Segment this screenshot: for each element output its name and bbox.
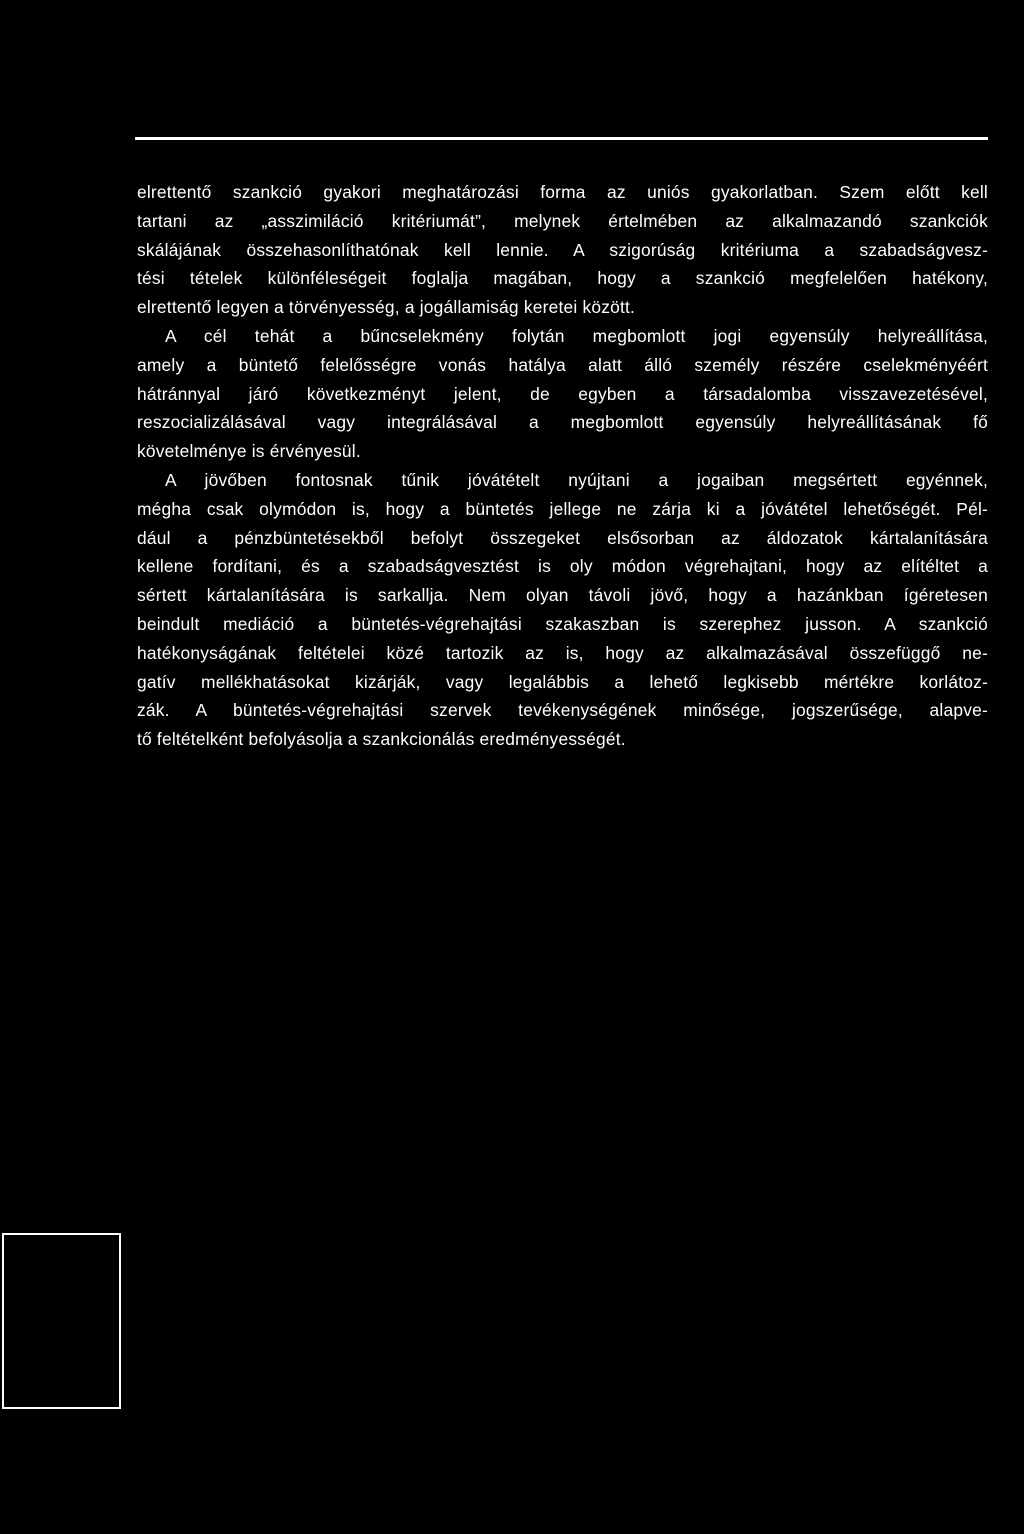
paragraph-2 bbox=[137, 322, 988, 466]
text-line: tartani az „asszimiláció kritériumát”, melynek értelmében az alkalmazandó szankciók bbox=[137, 210, 988, 231]
text-line: kellene fordítani, és a szabadságvesztést is oly módon végrehajtani, hogy az elítéltet a bbox=[137, 556, 988, 577]
text-line: követelménye is érvényesül. bbox=[137, 441, 361, 462]
text-line: sértett kártalanítására is sarkallja. Nem olyan távoli jövő, hogy a hazánkban ígéretesen bbox=[137, 585, 988, 606]
text-line: tő feltételként befolyásolja a szankcionálás eredményességét. bbox=[137, 729, 626, 750]
text-line: elrettentő szankció gyakori meghatározási forma az uniós gyakorlatban. Szem előtt kell bbox=[137, 182, 988, 202]
text-line: hatékonyságának feltételei közé tartozik az is, hogy az alkalmazásával összefüggő ne- bbox=[137, 642, 988, 663]
text-line: beindult mediáció a büntetés-végrehajtási szakaszban is szerephez jusson. A szankció bbox=[137, 613, 988, 634]
text-line: amely a büntető felelősségre vonás hatálya alatt álló személy részére cselekményéért bbox=[137, 354, 988, 375]
text-line: gatív mellékhatásokat kizárják, vagy legalábbis a lehető legkisebb mértékre korlátoz- bbox=[137, 671, 988, 692]
body-text bbox=[137, 178, 988, 754]
text-line: skálájának összehasonlíthatónak kell lennie. A szigorúság kritériuma a szabadságvesz- bbox=[137, 239, 988, 260]
text-line: A cél tehát a bűncselekmény folytán megbomlott jogi egyensúly helyreállítása, bbox=[165, 325, 988, 346]
paragraph-1 bbox=[137, 178, 988, 322]
text-line: zák. A büntetés-végrehajtási szervek tevékenységének minősége, jogszerűsége, alapve- bbox=[137, 700, 988, 721]
text-line: reszocializálásával vagy integrálásával a megbomlott egyensúly helyreállításának fő bbox=[137, 412, 988, 433]
empty-frame bbox=[2, 1233, 121, 1409]
paragraph-3 bbox=[137, 466, 988, 754]
text-line: tési tételek különféleségeit foglalja magában, hogy a szankció megfelelően hatékony, bbox=[137, 268, 988, 289]
text-line: elrettentő legyen a törvényesség, a jogállamiság keretei között. bbox=[137, 297, 636, 318]
text-line: mégha csak olymódon is, hogy a büntetés jellege ne zárja ki a jóvátétel lehetőségét. Pél- bbox=[137, 498, 988, 519]
header-rule bbox=[135, 137, 988, 140]
text-line: dául a pénzbüntetésekből befolyt összegeket elsősorban az áldozatok kártalanítására bbox=[137, 527, 988, 548]
text-line: hátránnyal járó következményt jelent, de egyben a társadalomba visszavezetésével, bbox=[137, 383, 988, 404]
text-line: A jövőben fontosnak tűnik jóvátételt nyújtani a jogaiban megsértett egyénnek, bbox=[165, 469, 988, 490]
